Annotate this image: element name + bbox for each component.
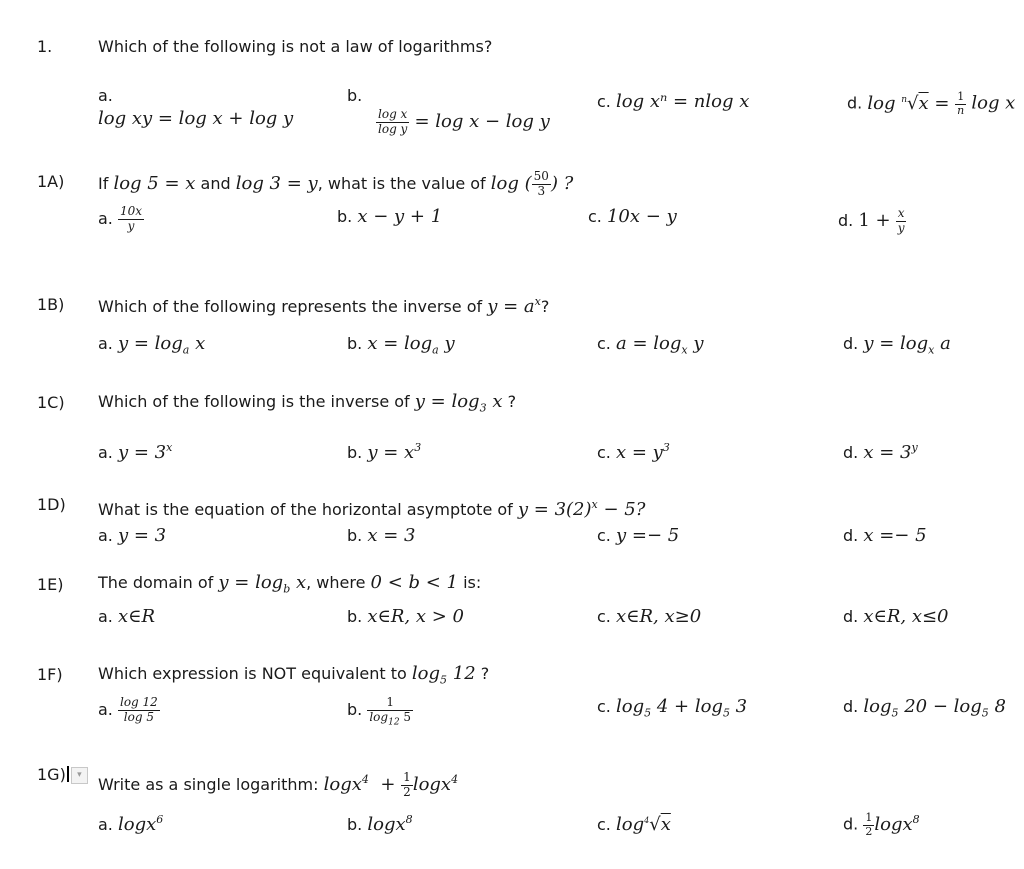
option-math: logx$^6$ <box>117 813 164 835</box>
option <box>347 442 421 463</box>
question-number: 1. <box>37 37 53 56</box>
option-math: x − y + 1 <box>357 206 443 227</box>
option-math: $\log_5 20 - \log_5 8$ <box>863 696 1006 720</box>
question-prompt <box>98 771 458 800</box>
prompt-math: $\log_5 12$ <box>411 663 476 687</box>
numerator: log x <box>376 108 409 123</box>
denominator: log y <box>378 121 408 136</box>
option-label: a. <box>98 699 113 719</box>
fraction: $\frac{1}{n}$ <box>957 90 965 117</box>
option <box>98 525 166 546</box>
prompt-text: ? <box>480 664 490 683</box>
prompt-text: The domain of <box>98 573 214 592</box>
option-math: $y = x^3$ <box>367 441 422 463</box>
option-math: $x = 3^y$ <box>863 441 918 463</box>
option <box>843 333 951 357</box>
option <box>347 333 455 357</box>
option-label: a. <box>98 443 113 462</box>
option-math: x =− 5 <box>863 525 927 546</box>
question-prompt <box>98 499 645 520</box>
option-math: $\log_5 4 + \log_5 3$ <box>615 696 748 720</box>
option <box>347 814 413 835</box>
fraction: $\frac{10x}{y}$ <box>119 204 143 233</box>
option-label: c. <box>597 697 611 716</box>
option-label: a. <box>98 607 113 626</box>
fraction <box>376 108 409 137</box>
question-number-text: 1G) <box>37 765 66 784</box>
prompt-text: If <box>98 173 109 193</box>
option <box>98 205 144 234</box>
option-label: c. <box>588 207 602 226</box>
option <box>347 695 413 728</box>
option-label: c. <box>597 526 611 545</box>
option-math: $x = \log_a y$ <box>367 333 455 357</box>
option <box>843 696 1006 720</box>
fraction: $\frac{50}{3}$ <box>533 169 549 198</box>
option-math: x∈R, x > 0 <box>367 606 464 627</box>
option-label: d. <box>843 334 859 353</box>
option-math: y = 3 <box>117 525 167 546</box>
option-label: b. <box>347 607 363 626</box>
option-label: b. <box>347 526 363 545</box>
option <box>597 333 704 357</box>
question-prompt <box>98 170 573 199</box>
option-label: d. <box>843 697 859 716</box>
option-label: b. <box>337 207 353 226</box>
option-label: a. <box>98 526 113 545</box>
option-math: $a = \log_x y$ <box>615 333 704 357</box>
option-label: c. <box>597 334 611 353</box>
question-number: 1C) <box>37 393 65 412</box>
option-label: c. <box>597 815 611 834</box>
option <box>597 696 748 720</box>
option <box>337 206 442 227</box>
option <box>843 606 949 627</box>
option-label: d. <box>843 526 859 545</box>
prompt-math: 0 < b < 1 <box>370 572 459 593</box>
prompt-math: $y = \log_3 x$ <box>414 391 503 415</box>
option-math: log xy = log x + log y <box>98 108 294 129</box>
prompt-text: ? <box>507 392 517 411</box>
question-number: 1E) <box>37 575 64 594</box>
prompt-text: Which of the following represents the inverse of <box>98 297 483 316</box>
prompt-text: Which of the following is the inverse of <box>98 392 410 411</box>
fraction: $\frac{1}{\log_{12} 5}$ <box>369 695 412 728</box>
option-math: 10x − y <box>606 206 677 227</box>
option: d. log $^n$√x = $\frac{1}{n}$ log x <box>847 90 1016 117</box>
option <box>838 207 906 236</box>
option-math <box>376 108 550 137</box>
question-number <box>37 765 88 784</box>
option <box>98 333 206 357</box>
option <box>347 606 464 627</box>
question-number: 1A) <box>37 172 65 191</box>
prompt-math: ) ? <box>550 172 574 194</box>
fraction: $\frac{\log 12}{\log 5}$ <box>119 695 158 724</box>
prompt-math: log 3 = y <box>235 172 318 194</box>
option-label: d. <box>847 93 863 113</box>
option <box>843 812 920 838</box>
option-math: $y = \log_a x$ <box>117 333 206 357</box>
option-math: $x = y^3$ <box>615 441 670 463</box>
fraction: $\frac{x}{y}$ <box>897 206 905 235</box>
question-prompt: Which of the following is not a law of logarithms? <box>98 37 493 56</box>
option <box>98 606 155 627</box>
option-label: d. <box>838 210 854 230</box>
option-label: d. <box>843 607 859 626</box>
option-math: logx$^8$ <box>367 813 413 835</box>
option-math: x∈R, x≥0 <box>615 606 702 627</box>
option-label: d. <box>843 814 859 834</box>
question-prompt <box>98 572 482 596</box>
option-label: d. <box>843 443 859 462</box>
prompt-math: $y = \log_b x$ <box>218 572 307 596</box>
fraction: $\frac{1}{2}$ <box>403 770 411 799</box>
option-label: c. <box>597 443 611 462</box>
option-label: b. <box>347 699 363 719</box>
math-tail: = log x − log y <box>414 110 550 132</box>
option-label: a. <box>98 334 113 353</box>
question-number: 1B) <box>37 295 65 314</box>
option-math: log xⁿ = nlog x <box>615 91 750 112</box>
option-math: log $^n$√x = <box>867 92 956 114</box>
option-label: b. <box>347 86 363 105</box>
prompt-math: logx$^4$ + <box>323 772 396 795</box>
prompt-text: , where <box>306 573 366 592</box>
option <box>597 442 670 463</box>
option-math: y =− 5 <box>615 525 680 546</box>
option <box>98 442 172 463</box>
prompt-text: What is the equation of the horizontal asymptote of <box>98 500 513 519</box>
text-cursor <box>67 766 69 782</box>
prompt-text: Write as a single logarithm: <box>98 774 319 794</box>
option-label: a. <box>98 208 113 228</box>
option-math: x∈R, x≤0 <box>863 606 949 627</box>
question-prompt <box>98 296 549 317</box>
dropdown-marker-icon[interactable]: ▾ <box>71 767 88 784</box>
option-label: c. <box>597 607 611 626</box>
question-prompt <box>98 391 517 415</box>
prompt-text: is: <box>463 573 482 592</box>
option-label: c. <box>597 92 611 111</box>
option <box>98 696 160 725</box>
prompt-text: ? <box>540 297 550 316</box>
option-label: b. <box>347 443 363 462</box>
option-math: 1 + <box>858 209 891 231</box>
option-math: $y = 3^x$ <box>117 441 173 463</box>
option <box>597 525 679 546</box>
option-math: $y = \log_x a$ <box>863 333 951 357</box>
prompt-math: log ( <box>490 172 532 194</box>
question-number: 1F) <box>37 665 63 684</box>
option <box>597 814 671 835</box>
option <box>597 91 749 112</box>
option <box>588 206 677 227</box>
option-math: $\log^4√x$ <box>615 814 671 835</box>
option-label: a. <box>98 86 113 105</box>
option-label: a. <box>98 815 113 834</box>
option-label: b. <box>347 815 363 834</box>
option-math: logx$^8$ <box>874 812 920 835</box>
option <box>347 525 415 546</box>
question-prompt <box>98 663 490 687</box>
question-number: 1D) <box>37 495 66 514</box>
prompt-math: log 5 = x <box>113 172 196 194</box>
prompt-text: Which expression is NOT equivalent to <box>98 664 407 683</box>
prompt-math: $y = 3(2)^x - 5$? <box>517 498 646 520</box>
option <box>843 525 927 546</box>
prompt-text: , what is the value of <box>317 173 486 193</box>
option-math: x = 3 <box>367 525 416 546</box>
prompt-math: logx$^4$ <box>412 772 459 795</box>
fraction: $\frac{1}{2}$ <box>865 811 873 838</box>
option-label: b. <box>347 334 363 353</box>
prompt-text: and <box>200 173 231 193</box>
option <box>98 814 163 835</box>
prompt-math: $y = a^x$ <box>487 295 541 317</box>
option <box>843 442 918 463</box>
option <box>597 606 701 627</box>
option-math: x∈R <box>117 606 156 627</box>
